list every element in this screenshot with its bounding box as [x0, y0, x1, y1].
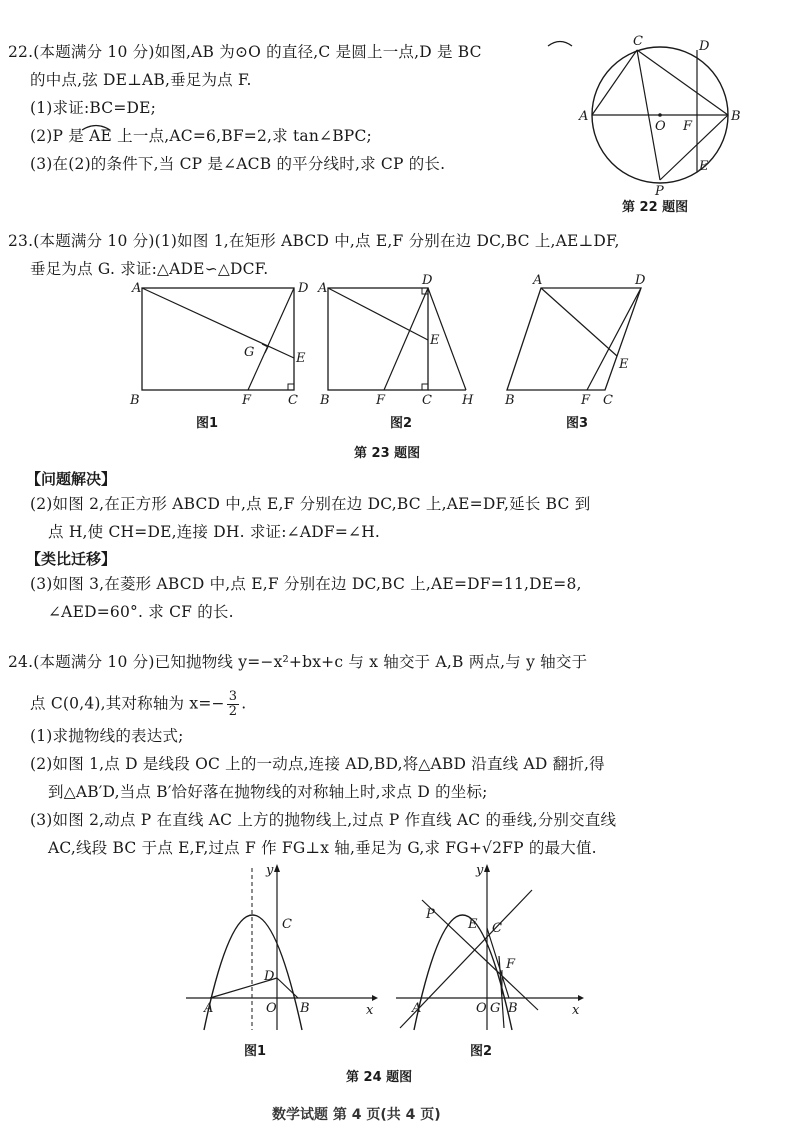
f242-p: P	[426, 907, 435, 922]
arc-mark-bc	[520, 37, 580, 47]
f2-h: H	[462, 393, 474, 408]
q22-caption: 第 22 题图	[622, 200, 689, 215]
f2-d: D	[422, 273, 433, 288]
q24-line4: (2)如图 1,点 D 是线段 OC 上的一动点,连接 AD,BD,将△ABD 沿直线 AD 翻折,得	[30, 755, 605, 773]
pt-a: A	[579, 109, 589, 124]
f3-a: A	[533, 273, 543, 288]
f2-c: C	[422, 393, 432, 408]
f1-g: G	[244, 345, 255, 360]
f241-x: x	[366, 1003, 374, 1018]
q24-line1: 24.(本题满分 10 分)已知抛物线 y=−x²+bx+c 与 x 轴交于 A,B 两点,与 y 轴交于	[8, 653, 588, 671]
f1-e: E	[296, 351, 306, 366]
q23-fig2	[316, 273, 496, 410]
f242-f: F	[506, 957, 516, 972]
q24-line7: AC,线段 BC 于点 E,F,过点 F 作 FG⊥x 轴,垂足为 G,求 FG+√2FP 的最大值.	[48, 839, 597, 857]
f242-c: C	[492, 921, 502, 936]
q24-line6: (3)如图 2,动点 P 在直线 AC 上方的抛物线上,过点 P 作直线 AC 的垂线,分别交直线	[30, 811, 617, 829]
q22-line1: 22.(本题满分 10 分)如图,AB 为⊙O 的直径,C 是圆上一点,D 是 BC	[8, 43, 482, 61]
q23-line5: (3)如图 3,在菱形 ABCD 中,点 E,F 分别在边 DC,BC 上,AE=DF=11,DE=8,	[30, 575, 582, 593]
f3-f: F	[581, 393, 591, 408]
q22-line3: (1)求证:BC=DE;	[30, 99, 157, 117]
q23-caption: 第 23 题图	[354, 446, 421, 461]
f242-o: O	[476, 1001, 487, 1016]
q24-line2	[30, 690, 246, 719]
q22-line4: (2)P 是 AE 上一点,AC=6,BF=2,求 tan∠BPC;	[30, 127, 372, 145]
q24-fig2	[392, 860, 592, 1040]
f1-f: F	[242, 393, 252, 408]
q23-fig2-label: 图2	[390, 416, 413, 431]
arc-mark-ae	[78, 121, 118, 131]
f2-b: B	[320, 393, 330, 408]
f241-b: B	[300, 1001, 310, 1016]
f242-g: G	[490, 1001, 501, 1016]
pt-e: E	[699, 159, 709, 174]
q24-fig1	[182, 860, 382, 1040]
fraction-3-2	[227, 690, 239, 719]
f241-c: C	[282, 917, 292, 932]
pt-c: C	[633, 34, 643, 49]
f3-d: D	[635, 273, 646, 288]
f3-e: E	[619, 357, 629, 372]
q23-fig3	[505, 273, 665, 410]
q23-fig1-label: 图1	[196, 416, 219, 431]
f241-y: y	[266, 863, 274, 878]
f3-c: C	[603, 393, 613, 408]
q22-line2: 的中点,弦 DE⊥AB,垂足为点 F.	[30, 71, 252, 89]
q24-fig1-label: 图1	[244, 1044, 267, 1059]
q23-line1: 23.(本题满分 10 分)(1)如图 1,在矩形 ABCD 中,点 E,F 分别在边 DC,BC 上,AE⊥DF,	[8, 232, 620, 250]
pt-p: P	[655, 184, 664, 199]
q24-caption: 第 24 题图	[346, 1070, 413, 1085]
f242-e: E	[468, 917, 478, 932]
f1-a: A	[132, 281, 142, 296]
q23-section-2: 【类比迁移】	[26, 550, 117, 568]
q24-line5: 到△AB′D,当点 B′恰好落在抛物线的对称轴上时,求点 D 的坐标;	[48, 783, 488, 801]
f241-o: O	[266, 1001, 277, 1016]
pt-o: O	[655, 119, 666, 134]
q23-section-1: 【问题解决】	[26, 470, 117, 488]
fraction-numerator: 3	[228, 689, 238, 704]
f241-d: D	[264, 969, 275, 984]
pt-b: B	[731, 109, 741, 124]
pt-f: F	[683, 119, 693, 134]
q24-line2a: 点 C(0,4),其对称轴为 x=−	[30, 694, 225, 713]
q24-line2b: .	[241, 694, 247, 713]
q23-line6: ∠AED=60°. 求 CF 的长.	[48, 603, 234, 621]
f3-b: B	[505, 393, 515, 408]
q23-fig1	[128, 278, 313, 410]
q22-figure	[575, 30, 750, 199]
f2-e: E	[430, 333, 440, 348]
f1-d: D	[298, 281, 309, 296]
f1-c: C	[288, 393, 298, 408]
page-footer: 数学试题 第 4 页(共 4 页)	[272, 1107, 441, 1123]
q23-line4: 点 H,使 CH=DE,连接 DH. 求证:∠ADF=∠H.	[48, 523, 381, 541]
f242-a: A	[412, 1001, 422, 1016]
q22-line5: (3)在(2)的条件下,当 CP 是∠ACB 的平分线时,求 CP 的长.	[30, 155, 446, 173]
f1-b: B	[130, 393, 140, 408]
f2-f: F	[376, 393, 386, 408]
q23-fig3-label: 图3	[566, 416, 589, 431]
f242-y: y	[476, 863, 484, 878]
f242-b: B	[508, 1001, 518, 1016]
q23-line3: (2)如图 2,在正方形 ABCD 中,点 E,F 分别在边 DC,BC 上,AE=DF,延长 BC 到	[30, 495, 591, 513]
q23-line2: 垂足为点 G. 求证:△ADE∽△DCF.	[30, 260, 269, 278]
pt-d: D	[699, 39, 710, 54]
q24-fig2-label: 图2	[470, 1044, 493, 1059]
q24-line3: (1)求抛物线的表达式;	[30, 727, 184, 745]
f2-a: A	[318, 281, 328, 296]
f241-a: A	[204, 1001, 214, 1016]
f242-x: x	[572, 1003, 580, 1018]
fraction-denominator: 2	[228, 704, 238, 719]
